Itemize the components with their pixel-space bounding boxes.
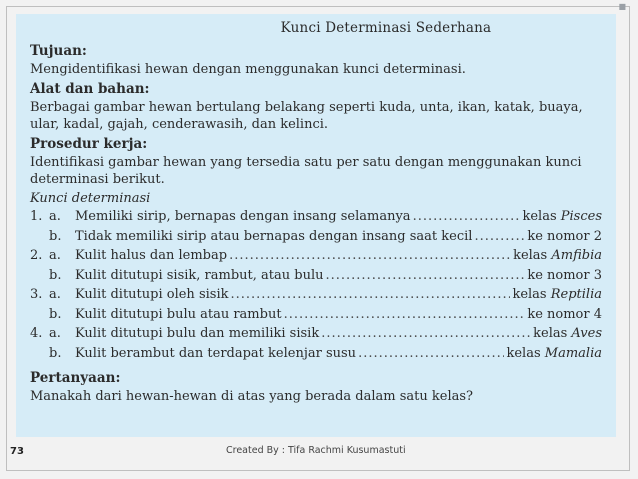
slide-corner-icon: ■	[618, 2, 626, 11]
key-result	[522, 207, 602, 227]
footer-credit: Created By : Tifa Rachmi Kusumastuti	[226, 445, 406, 456]
key-letter: a.	[49, 287, 61, 302]
key-result-prefix: kelas	[512, 287, 551, 302]
key-row	[30, 344, 602, 364]
prosedur-text: Identifikasi gambar hewan yang tersedia satu per satu dengan menggunakan kunci determinasi berikut.	[30, 155, 582, 187]
key-result-class: Reptilia	[550, 287, 602, 302]
prosedur-heading: Prosedur kerja:	[30, 136, 148, 152]
pertanyaan-text: Manakah dari hewan-hewan di atas yang berada dalam satu kelas?	[30, 389, 474, 404]
key-letter: a.	[49, 326, 61, 341]
key-result	[513, 246, 602, 266]
key-letter: b.	[49, 228, 62, 244]
tujuan-heading: Tujuan:	[30, 43, 87, 59]
determination-key-list	[30, 207, 602, 363]
key-text: Memiliki sirip, bernapas dengan insang selamanya	[75, 209, 411, 224]
key-result-class: Amfibia	[551, 248, 602, 263]
key-result-class: Mamalia	[544, 345, 602, 361]
key-number: 3.	[30, 287, 43, 302]
key-letter: b.	[49, 306, 62, 322]
key-text: Kulit ditutupi sisik, rambut, atau bulu	[75, 267, 324, 283]
key-result-prefix: kelas	[506, 345, 545, 361]
key-result	[527, 266, 602, 286]
key-letter: b.	[49, 345, 62, 361]
key-leader-dots	[358, 344, 504, 364]
key-leader-dots	[413, 207, 521, 227]
key-text: Kulit ditutupi bulu atau rambut	[75, 306, 282, 322]
tujuan-text: Mengidentifikasi hewan dengan menggunakan kunci determinasi.	[30, 62, 466, 77]
key-text: Kulit berambut dan terdapat kelenjar susu	[75, 345, 357, 361]
key-row	[30, 305, 602, 325]
key-result-class: Aves	[571, 326, 602, 341]
key-leader-dots	[474, 227, 525, 247]
key-text: Kulit ditutupi oleh sisik	[75, 287, 229, 302]
key-row	[30, 227, 602, 247]
key-number: 1.	[30, 209, 43, 224]
page-number: 73	[10, 446, 24, 457]
key-letter: a.	[49, 248, 61, 263]
key-result-prefix: ke nomor 2	[527, 228, 602, 244]
key-text: Kulit ditutupi bulu dan memiliki sisik	[75, 326, 320, 341]
key-result-prefix: ke nomor 4	[527, 306, 602, 322]
key-row	[30, 246, 602, 266]
key-number: 4.	[30, 326, 43, 341]
key-leader-dots	[326, 266, 526, 286]
key-result-prefix: kelas	[513, 248, 552, 263]
key-leader-dots	[230, 285, 510, 305]
pertanyaan-heading: Pertanyaan:	[30, 370, 121, 386]
key-result	[506, 344, 602, 364]
key-number: 2.	[30, 248, 43, 263]
key-leader-dots	[284, 305, 526, 325]
alat-text: Berbagai gambar hewan bertulang belakang seperti kuda, unta, ikan, katak, buaya, ular, kadal, gajah, cenderawasih, dan kelinci.	[30, 100, 583, 132]
key-result	[533, 324, 602, 344]
key-result-prefix: kelas	[522, 209, 561, 224]
key-result	[512, 285, 602, 305]
key-text: Tidak memiliki sirip atau bernapas dengan insang saat kecil	[75, 228, 473, 244]
key-result-class: Pisces	[560, 209, 602, 224]
content-panel	[16, 14, 616, 437]
key-leader-dots	[229, 246, 511, 266]
key-letter: b.	[49, 267, 62, 283]
key-row	[30, 266, 602, 286]
key-result-prefix: kelas	[533, 326, 572, 341]
key-text: Kulit halus dan lembap	[75, 248, 228, 263]
alat-heading: Alat dan bahan:	[30, 81, 150, 97]
key-letter: a.	[49, 209, 61, 224]
kunci-subheading: Kunci determinasi	[30, 191, 151, 206]
key-row	[30, 324, 602, 344]
key-result-prefix: ke nomor 3	[527, 267, 602, 283]
page-title: Kunci Determinasi Sederhana	[280, 20, 492, 36]
key-row	[30, 207, 602, 227]
key-leader-dots	[321, 324, 531, 344]
key-result	[527, 305, 602, 325]
key-row	[30, 285, 602, 305]
key-result	[527, 227, 602, 247]
